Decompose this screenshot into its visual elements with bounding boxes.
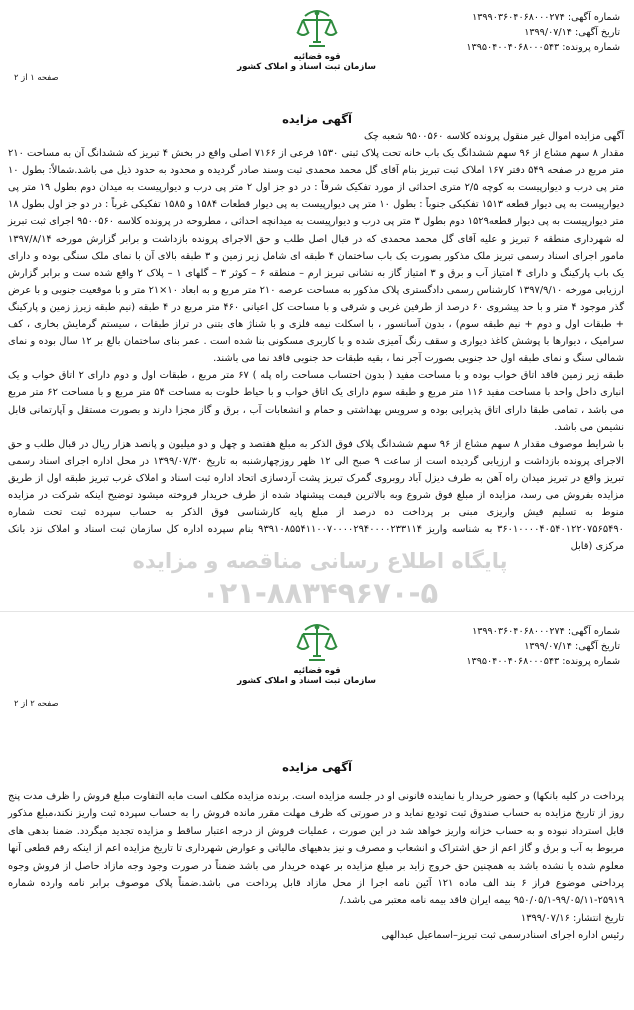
- scales-of-justice-emblem-icon: [295, 8, 339, 50]
- notice-title: آگهی مزایده: [282, 112, 352, 126]
- case-number: شماره پرونده: ۱۳۹۵۰۴۰۰۴۰۶۸۰۰۰۵۴۳: [466, 42, 620, 53]
- judiciary-emblem: [237, 622, 376, 692]
- emblem-caption-registry: سازمان ثبت اسناد و املاک کشور: [237, 676, 376, 686]
- page-number: صفحه ۱ از ۲: [14, 72, 59, 82]
- notice-date: تاریخ آگهی: ۱۳۹۹/۰۷/۱۴: [524, 641, 620, 652]
- notice-heading-line: آگهی مزایده اموال غیر منقول پرونده کلاسه ۹۵۰۰۵۶۰ شعبه چک: [363, 131, 624, 142]
- watermark-site-name: پایگاه اطلاع رسانی مناقصه و مزایده: [132, 549, 508, 573]
- publish-date: تاریخ انتشار: ۱۳۹۹/۰۷/۱۶: [520, 912, 624, 924]
- notice-number: شماره آگهی: ۱۳۹۹۰۳۶۰۴۰۶۸۰۰۰۲۷۴: [472, 12, 620, 23]
- signatory: رئیس اداره اجرای اسنادرسمی ثبت تبریز–اسماعیل عبدالهی: [381, 930, 624, 942]
- emblem-caption-judiciary: قوه قضائیه: [293, 51, 341, 61]
- scales-of-justice-emblem-icon: [295, 622, 339, 664]
- notice-meta: [466, 624, 620, 669]
- notice-meta: [466, 10, 620, 55]
- notice-body: [8, 128, 624, 555]
- property-description: مقدار ۸ سهم مشاع از ۹۶ سهم ششدانگ یک باب خانه تحت پلاک ثبتی ۱۵۳۰ فرعی از ۷۱۶۶ اصلی واقع در بخش ۴ تبریز که ششدانگ آن به مساحت ۲۱۰ متر مربع در صفحه ۵۴۹ دفتر ۱۶۷ املاک ثبت تبریز بنام آقای گل محمد محمدی ثبت وسند صادر گردیده و محدود به حدود ذیل می باشد.شمالاً: بطول ۱۰ متر پی درب و دیوارپیست به کوچه ۲/۵ متری احداثی از مورد تفکیک شرقاً : در دو جز اول ۲ متر پی درب و دیوارپیست به میدان دوم بطول ۱۹ متر پی دیوارپیست به پی دیوار قطعه ۱۵۱۳ تفکیکی جنوباً : بطول ۱۰ متر پی دیوارپیست به پی دیوار قطعات ۱۵۸۴ و ۱۵۸۵ تفکیکی غرباً : در دو جز اول بطول ۱۸ متر دیوارپیست به پی دیوار قطعه۱۵۲۹ دوم بطول ۳ متر پی درب و دیوارپیست به میدانچه احداثی ، مطروحه در پرونده کلاسه ۹۵۰۰۵۶۰ اجرای ثبت تبریز له شهرداری منطقه ۶ تبریز و علیه آقای گل محمد محمدی که در قبال اصل طلب و حق الاجرای پرونده بازداشت و برابر گزارش مورخه ۱۳۹۷/۸/۱۴ مامور اجرای اسناد رسمی تبریز ملک مذکور بصورت یک باب ساختمان ۴ طبقه ای شامل زیر زمین و ۳ طبقه بالای آن با نمای ملک سنگی بوده و دارای یک باب پارکینگ و دارای ۴ امتیاز آب و برق و ۳ امتیاز گاز به نشانی تبریز ارم – منطقه ۶ – کوثر ۳ – گلهای ۱ – پلاک ۲ واقع شده ست و برابر گزارش ارزیابی مورخه ۱۳۹۷/۹/۱۰ کارشناس رسمی دادگستری پلاک مذکور به مساحت عرصه ۲۱۰ متر مربع و به ابعاد ۱۰×۲۱ متر و با موقعیت جنوبی و با عرض گذر موجود ۴ متر و با حد پیشروی ۶۰ درصد از طرفین غربی و شرقی و با مساحت کل اعیانی ۴۶۰ متر مربع در ۴ طبقه (نیم طبقه زیرز زمین و پارکینگ + طبقات اول و دوم + نیم طبقه سوم) ، بدون آسانسور ، با اسکلت نیمه فلزی و با شناژ های بتنی در تراز طبقات ، سیستم گرمایش بخاری ، کف سرامیک ، دیوارها با پوشش کاغذ دیواری و سقف رنگ آمیزی شده و با کاربری مسکونی بنا شده است . عمر بنای ساختمان بالغ بر ۱۲ سال بوده و نمای شمالی سنگ و نمای طبقه اول حد جنوبی بصورت آجر نما ، بقیه طبقات حد جنوبی فاقد نما می باشند.: [8, 148, 625, 365]
- auction-conditions: با شرایط موصوف مقدار ۸ سهم مشاع از ۹۶ سهم ششدانگ پلاک فوق الذکر به مبلغ هفتصد و چهل و دو میلیون و پانصد هزار ریال در قبال طلب و حق الاجرای پرونده بازداشت و ارزیابی گردیده است از ساعت ۹ صبح الی ۱۲ ظهر روزچهارشنبه به تاریخ ۱۳۹۹/۰۷/۳۰ در محل اداره اجرای اسناد رسمی تبریز واقع در تبریز میدان راه آهن به طرف دیزل آباد روبروی گمرک تبریز پشت آردسازی اتحاد اداره ثبت اسناد و املاک غرب تبریز طبقه اول از طریق مزایده بفروش می رسد، مزایده از مبلغ فوق شروع وبه بالاترین قیمت پیشنهاد شده از طرف خریدار فروخته میشود توضیح اینکه شرکت در مزایده منوط به تسلیم فیش واریزی مبنی بر پرداخت ده درصد از مبلغ پایه کارشناسی فوق الذکر به حساب سپرده ثبت تحت شماره ۳۶۰۱۰۰۰۰۴۰۵۴۰۱۲۲۰۷۵۶۵۴۹۰ به شناسه واریز ۹۳۹۱۰۸۵۵۴۱۱۰۰۷۰۰۰۰۲۹۴۰۰۰۰۲۳۳۱۱۴ بنام سپرده اداره کل سازمان ثبت اسناد و املاک نزد بانک مرکزی (قابل: [8, 438, 625, 553]
- notice-number: شماره آگهی: ۱۳۹۹۰۳۶۰۴۰۶۸۰۰۰۲۷۴: [472, 626, 620, 637]
- judiciary-emblem: [237, 8, 376, 78]
- payment-terms: پرداخت در کلیه بانکها) و حضور خریدار یا نماینده قانونی او در جلسه مزایده است. برنده مزایده مکلف است مابه التفاوت مبلغ فروش را ظرف مدت پنج روز از تاریخ مزایده به حساب صندوق ثبت تودیع نماید و در صورتی که ظرف مهلت مقرر مانده فروش را به حساب سپرده ثبت واریز نکند،مبلغ مذکور قابل استرداد نبوده و به حساب خزانه واریز خواهد شد در این صورت ، عملیات فروش از درجه اعتبار ساقط و مزایده تجدید میگردد. ضمنا بدهی های مربوط به آب و برق و گاز اعم از حق اشتراک و انشعاب و مصرف و نیز بدهیهای مالیاتی و عوارض شهرداری تا تاریخ مزایده اعم از اینکه رقم قطعی آنها معلوم شده یا نشده باشد به همچنین حق خروج زاید بر مبلغ مزایده بر عهده خریدار می باشد ضمناً در صورت وجود وجه مازاد حاصل از فروش وجوه پرداختی موضوع فراز ۶ بند الف ماده ۱۲۱ آئین نامه اجرا از محل مازاد قابل پرداخت می باشد.ضمناً پلاک موصوف برابر نامه وارده شماره ۲۵۹۱۹-۹۹/۰۵/۱۱-۹۵۰/۰۵/۱ بیمه ایران فاقد بیمه نامه معتبر می باشد./: [8, 791, 624, 907]
- watermark-phone: ۰۲۱-۸۸۳۴۹۶۷۰-۵: [201, 576, 439, 610]
- notice-body: [8, 788, 624, 945]
- notice-title: آگهی مزایده: [282, 760, 352, 774]
- notice-date: تاریخ آگهی: ۱۳۹۹/۰۷/۱۴: [524, 27, 620, 38]
- emblem-caption-judiciary: قوه قضائیه: [293, 665, 341, 675]
- floor-description: طبقه زیر زمین فاقد اتاق خواب بوده و با مساحت مفید ( بدون احتساب مساحت راه پله ) ۶۷ متر مربع ، طبقات اول و دوم دارای ۲ اتاق خواب و یک انباری داخل واحد با مساحت مفید ۱۱۶ متر مربع و طبقه سوم دارای یک اتاق خواب و با حیاط خلوت به مساحت ۵۴ متر مربع و با مساحت ۶۲ متر مربع می باشد ، تمامی طبقا دارای اتاق پذیرایی بوده و سرویس بهداشتی و حمام و انشعابات آب ، برق و گاز مجزا دارند و بصورت مستقل و آپارتمانی قابل نشیمن می باشد.: [8, 370, 624, 433]
- page-number: صفحه ۲ از ۲: [14, 698, 59, 708]
- emblem-caption-registry: سازمان ثبت اسناد و املاک کشور: [237, 62, 376, 72]
- notice-page-2: [0, 612, 634, 1010]
- case-number: شماره پرونده: ۱۳۹۵۰۴۰۰۴۰۶۸۰۰۰۵۴۳: [466, 656, 620, 667]
